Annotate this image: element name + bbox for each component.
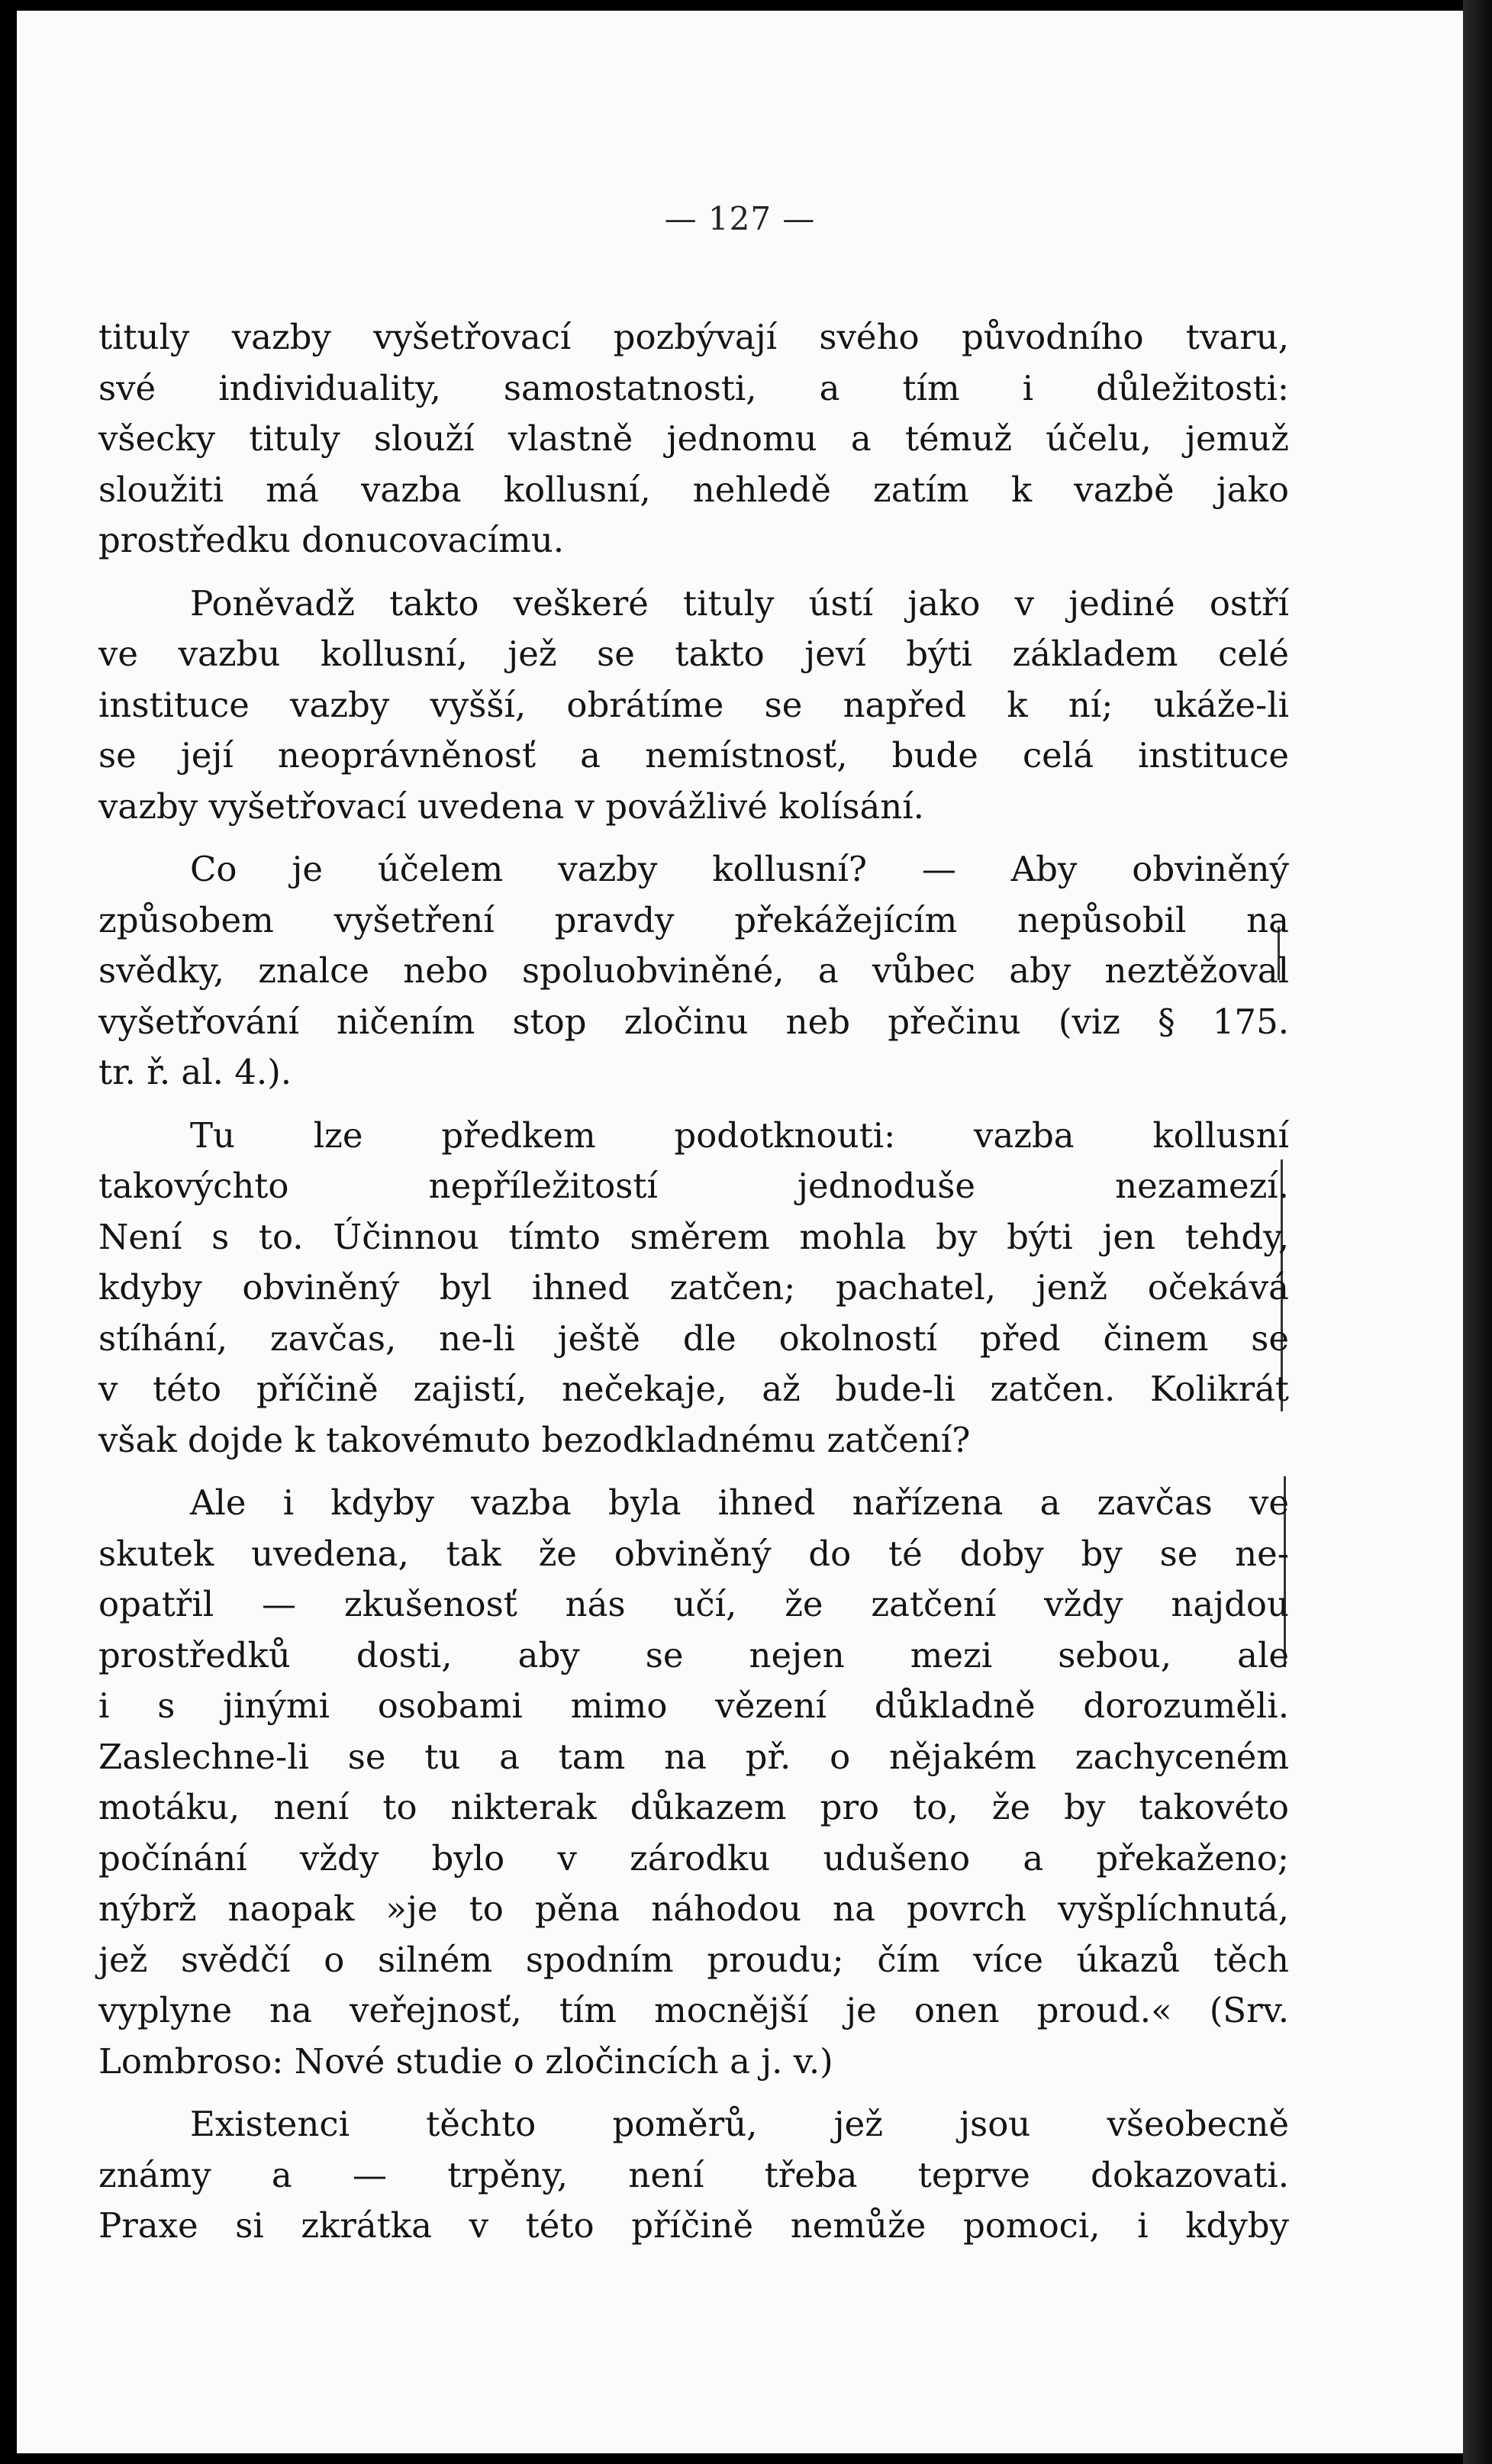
paragraph-1: [98, 312, 1289, 566]
text-line: jež svědčí o silném spodním proudu; čím více úkazů těch: [98, 1939, 1289, 1980]
text-line: tituly vazby vyšetřovací pozbývají svého původního tvaru,: [98, 317, 1289, 357]
text-line: ve vazbu kollusní, jež se takto jeví býti základem celé: [98, 634, 1289, 674]
text-line: Existenci těchto poměrů, jež jsou všeobecně: [190, 2104, 1289, 2144]
text-line: motáku, není to nikterak důkazem pro to, že by takovéto: [98, 1787, 1289, 1827]
text-line: způsobem vyšetření pravdy překážejícím nepůsobil na: [98, 899, 1289, 940]
text-line: však dojde k takovémuto bezodkladnému zatčení?: [98, 1419, 971, 1460]
body-text: [98, 312, 1289, 2264]
text-line: v této příčině zajistí, nečekaje, až bude-li zatčen. Kolikrát: [98, 1369, 1289, 1409]
text-line: Praxe si zkrátka v této příčině nemůže pomoci, i kdyby: [98, 2205, 1289, 2246]
text-line: Co je účelem vazby kollusní? — Aby obviněný: [190, 849, 1289, 889]
text-line: počínání vždy bylo v zárodku udušeno a překaženo;: [98, 1837, 1289, 1879]
text-line: tr. ř. al. 4.).: [98, 1052, 292, 1092]
paragraph-4: [98, 1111, 1289, 1466]
text-line: kdyby obviněný byl ihned zatčen; pachatel, jenž očekává: [98, 1267, 1289, 1308]
text-line: vyplyne na veřejnosť, tím mocnější je onen proud.« (Srv.: [98, 1990, 1289, 2030]
text-line: Ale i kdyby vazba byla ihned nařízena a zavčas ve: [190, 1482, 1289, 1523]
scan-edge: [1463, 0, 1492, 2464]
text-line: Lombroso: Nové studie o zločincích a j. v.): [98, 2040, 833, 2082]
text-line: prostředku donucovacímu.: [98, 520, 565, 560]
book-page: [17, 11, 1463, 2453]
page-number: — 127 —: [664, 200, 816, 237]
text-line: takovýchto nepříležitostí jednoduše nezamezí.: [98, 1166, 1289, 1206]
text-line: Tu lze předkem podotknouti: vazba kollusní: [190, 1114, 1289, 1156]
text-line: svědky, znalce nebo spoluobviněné, a vůbec aby neztěžoval: [98, 950, 1289, 991]
text-line: nýbrž naopak »je to pěna náhodou na povrch vyšplíchnutá,: [98, 1888, 1289, 1929]
text-line: stíhání, zavčas, ne-li ještě dle okolností před činem se: [98, 1317, 1289, 1359]
paragraph-2: [98, 579, 1289, 833]
text-line: instituce vazby vyšší, obrátíme se napřed k ní; ukáže-li: [98, 684, 1289, 725]
paragraph-5: [98, 1478, 1289, 2087]
text-line: Není s to. Účinnou tímto směrem mohla by býti jen tehdy,: [98, 1216, 1289, 1257]
text-line: skutek uvedena, tak že obviněný do té doby by se ne-: [98, 1533, 1289, 1574]
text-line: Poněvadž takto veškeré tituly ústí jako v jediné ostří: [190, 582, 1289, 624]
paragraph-3: [98, 844, 1289, 1098]
text-line: opatřil — zkušenosť nás učí, že zatčení vždy najdou: [98, 1584, 1289, 1624]
text-line: Zaslechne-li se tu a tam na př. o nějakém zachyceném: [98, 1736, 1289, 1777]
text-line: své individuality, samostatnosti, a tím i důležitosti:: [98, 367, 1289, 408]
text-line: i s jinými osobami mimo vězení důkladně dorozuměli.: [98, 1685, 1289, 1726]
text-line: všecky tituly slouží vlastně jednomu a témuž účelu, jemuž: [98, 418, 1289, 459]
paragraph-6: [98, 2099, 1289, 2252]
text-line: vazby vyšetřovací uvedena v povážlivé kolísání.: [98, 785, 924, 827]
text-line: prostředků dosti, aby se nejen mezi sebou, ale: [98, 1634, 1289, 1675]
text-line: známy a — trpěny, není třeba teprve dokazovati.: [98, 2154, 1289, 2195]
text-line: sloužiti má vazba kollusní, nehledě zatím k vazbě jako: [98, 469, 1289, 510]
text-line: se její neoprávněnosť a nemístnosť, bude celá instituce: [98, 735, 1289, 776]
text-line: vyšetřování ničením stop zločinu neb přečinu (viz § 175.: [98, 1001, 1289, 1042]
